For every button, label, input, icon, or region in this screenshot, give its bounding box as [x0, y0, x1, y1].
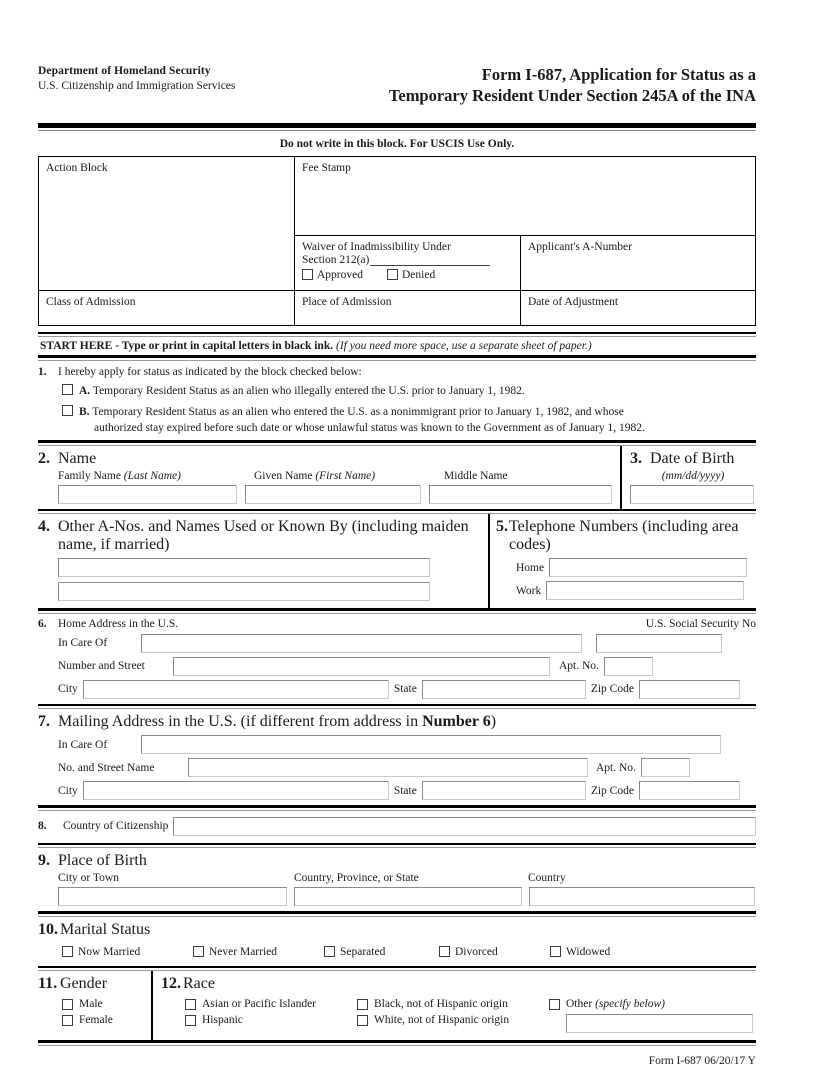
ssn-label: U.S. Social Security No [645, 617, 756, 630]
item-1-option-a-text: Temporary Resident Status as an alien who illegally entered the U.S. prior to January 1, 1982. [92, 384, 525, 397]
birth-country-input[interactable] [529, 887, 755, 906]
mail-zip-input[interactable] [639, 781, 740, 800]
mail-street-label-text: No. and Street Name [58, 761, 155, 774]
action-block-label: Action Block [46, 161, 108, 174]
item-1-option-a[interactable] [62, 384, 756, 400]
other-names-input-2[interactable] [58, 582, 430, 601]
mail-in-care-of-input[interactable] [141, 735, 721, 754]
birth-city-input[interactable] [58, 887, 287, 906]
label-hispanic: Hispanic [202, 1014, 243, 1027]
form-title-line1: Form I-687, Application for Status as a [481, 65, 756, 84]
family-name-label: Family Name [58, 469, 121, 482]
mail-apt-label: Apt. No. [596, 761, 636, 774]
work-phone-label: Work [516, 584, 542, 597]
item-5-title: Telephone Numbers (including area codes) [509, 518, 739, 554]
checkbox-now-married[interactable] [62, 946, 73, 957]
date-of-adjustment-label: Date of Adjustment [528, 295, 619, 308]
family-name-header [58, 470, 254, 482]
item-7-number: 7. [38, 713, 50, 731]
waiver-cell[interactable] [295, 236, 521, 290]
item-9-subheaders [38, 872, 756, 884]
label-asian-pacific-islander: Asian or Pacific Islander [202, 998, 317, 1011]
applicant-a-number-label: Applicant's A-Number [528, 240, 632, 253]
gender-option-male[interactable] [62, 998, 151, 1010]
uscis-use-only-block [38, 156, 756, 326]
applicant-a-number-cell[interactable] [521, 236, 755, 290]
mail-street-label [58, 762, 183, 774]
item-2-title-row [38, 450, 612, 468]
item-12-title: Race [183, 975, 215, 993]
birth-province-input[interactable] [294, 887, 522, 906]
waiver-approved-label: Approved [317, 268, 363, 281]
mail-city-input[interactable] [83, 781, 389, 800]
birth-province-label: Country, Province, or State [294, 872, 419, 885]
item-3-title-row [630, 450, 756, 468]
waiver-decision-options [302, 269, 513, 281]
given-name-header [254, 470, 444, 482]
item-5-number: 5. [496, 518, 508, 536]
race-column-2 [357, 998, 549, 1035]
mail-state-label: State [393, 784, 417, 797]
home-in-care-of-label: In Care Of [58, 637, 108, 650]
marital-status-options [38, 946, 756, 958]
uscis-block-caption: Do not write in this block. For USCIS Use Only. [279, 137, 515, 150]
place-of-admission-label: Place of Admission [302, 295, 392, 308]
agency-identification [38, 64, 235, 93]
home-phone-input[interactable] [549, 558, 747, 577]
item-7-title-row [38, 713, 756, 731]
date-of-birth-format: (mm/dd/yyyy) [661, 469, 725, 482]
item-2-name [38, 446, 622, 509]
admission-row [295, 290, 755, 325]
mail-city-label: City [58, 784, 78, 797]
item-1-option-b-letter: B. [79, 406, 90, 419]
waiver-row [295, 235, 755, 290]
fee-stamp-cell[interactable] [295, 157, 755, 235]
item-3-number: 3. [630, 449, 642, 467]
checkbox-other-race[interactable] [549, 999, 560, 1010]
marital-option-never-married[interactable] [193, 946, 324, 958]
item-8-row [38, 817, 756, 836]
family-name-input[interactable] [58, 485, 237, 504]
item-2-subheaders [38, 470, 612, 482]
marital-option-separated[interactable] [324, 946, 439, 958]
item-1-option-b-text-line1: Temporary Resident Status as an alien who entered the U.S. as a nonimmigrant prior to January 1, 1982, and whose [92, 406, 624, 419]
given-name-label: Given Name [254, 469, 313, 482]
item-3-date-of-birth [622, 446, 756, 509]
home-state-input[interactable] [422, 680, 586, 699]
race-option-other[interactable] [549, 998, 756, 1010]
waiver-section-line [302, 254, 513, 266]
checkbox-white-not-hispanic[interactable] [357, 1015, 368, 1026]
items-4-5-row [38, 514, 756, 608]
checkbox-divorced[interactable] [439, 946, 450, 957]
marital-option-divorced[interactable] [439, 946, 550, 958]
agency-department: Department of Homeland Security [38, 65, 211, 77]
checkbox-waiver-approved[interactable] [302, 269, 313, 280]
item-2-number: 2. [38, 449, 50, 467]
checkbox-hispanic[interactable] [185, 1015, 196, 1026]
item-1-option-b-text-line2: authorized stay expired before such date or whose unlawful status was known to the Government as of January 1, 1982. [94, 421, 645, 434]
item-12-number: 12. [161, 975, 181, 993]
form-header [38, 0, 756, 107]
home-city-input[interactable] [83, 680, 389, 699]
item-1-prompt-row [38, 366, 756, 378]
label-now-married: Now Married [78, 945, 141, 958]
start-here-bold: START HERE - Type or print in capital letters in black ink. [40, 340, 334, 353]
middle-name-input[interactable] [429, 485, 612, 504]
mail-in-care-of-label: In Care Of [58, 738, 108, 751]
item-4-title: Other A-Nos. and Names Used or Known By (including maiden name, if married) [58, 518, 469, 554]
item-1-number: 1. [38, 365, 47, 378]
checkbox-male[interactable] [62, 999, 73, 1010]
item-11-gender [38, 971, 153, 1040]
race-options-grid [161, 998, 756, 1035]
checkbox-separated[interactable] [324, 946, 335, 957]
class-of-admission-label: Class of Admission [46, 295, 136, 308]
work-phone-row [516, 581, 756, 600]
start-here-italic: (If you need more space, use a separate sheet of paper.) [335, 340, 592, 353]
label-separated: Separated [340, 945, 386, 958]
mail-street-input[interactable] [188, 758, 588, 777]
waiver-section-underline[interactable] [370, 254, 490, 266]
home-zip-label: Zip Code [590, 683, 634, 696]
home-in-care-of-input[interactable] [141, 634, 582, 653]
label-other-race-hint: (specify below) [595, 998, 665, 1011]
checkbox-black-not-hispanic[interactable] [357, 999, 368, 1010]
form-page [38, 0, 756, 1067]
item-6-title-row [38, 618, 756, 630]
family-name-hint: (Last Name) [123, 469, 181, 482]
item-8-number: 8. [38, 820, 47, 833]
race-option-black[interactable] [357, 998, 549, 1010]
home-street-input[interactable] [173, 657, 550, 676]
item-11-title-row [38, 975, 151, 993]
country-of-citizenship-input[interactable] [173, 817, 756, 836]
uscis-left-column [39, 157, 295, 325]
other-names-input-1[interactable] [58, 558, 430, 577]
mail-apt-input[interactable] [641, 758, 690, 777]
item-10-title-row [38, 921, 756, 939]
date-of-adjustment-cell[interactable] [521, 291, 755, 325]
race-column-1 [185, 998, 357, 1035]
checkbox-option-a[interactable] [62, 384, 73, 395]
item-6-title: Home Address in the U.S. [58, 617, 179, 630]
checkbox-female[interactable] [62, 1015, 73, 1026]
item-1-option-b-label [79, 405, 756, 436]
race-option-hispanic[interactable] [185, 1014, 357, 1026]
item-1-apply-for-status [38, 361, 756, 441]
item-4-other-names [38, 514, 490, 608]
race-column-other [549, 998, 756, 1035]
ssn-input[interactable] [596, 634, 722, 653]
item-9-fields [38, 887, 756, 906]
item-8-country-of-citizenship [38, 811, 756, 843]
item-9-title: Place of Birth [58, 852, 147, 870]
items-11-12-row [38, 971, 756, 1040]
item-7-mailing-address [38, 709, 756, 805]
label-male: Male [79, 998, 103, 1011]
item-4-number: 4. [38, 518, 50, 536]
item-12-title-row [161, 975, 756, 993]
page-title [389, 64, 756, 107]
checkbox-never-married[interactable] [193, 946, 204, 957]
item-4-title-row [38, 518, 482, 554]
class-of-admission-cell[interactable] [39, 290, 294, 325]
item-9-title-row [38, 852, 756, 870]
marital-option-widowed[interactable] [550, 946, 610, 958]
waiver-label-line2: Section 212(a) [302, 253, 370, 266]
birth-country-label: Country [528, 872, 566, 885]
item-3-title: Date of Birth [650, 449, 735, 467]
race-option-white[interactable] [357, 1014, 549, 1026]
item-9-number: 9. [38, 852, 50, 870]
item-7-title-pre: Mailing Address in the U.S. (if different from address in [58, 713, 423, 731]
items-2-3-row [38, 446, 756, 509]
checkbox-option-b[interactable] [62, 405, 73, 416]
label-black-not-hispanic: Black, not of Hispanic origin [374, 998, 508, 1011]
given-name-hint: (First Name) [315, 469, 376, 482]
home-apt-label: Apt. No. [559, 660, 599, 673]
item-10-marital-status [38, 917, 756, 966]
item-6-number: 6. [38, 617, 47, 630]
home-street-row [58, 657, 756, 676]
item-10-title: Marital Status [60, 920, 151, 938]
home-state-label: State [393, 683, 417, 696]
home-apt-input[interactable] [604, 657, 653, 676]
mail-street-row [58, 758, 756, 777]
gender-option-female[interactable] [62, 1014, 151, 1026]
item-5-telephone [490, 514, 756, 608]
item-11-title: Gender [60, 975, 108, 993]
item-9-place-of-birth [38, 848, 756, 911]
item-2-title: Name [58, 449, 97, 467]
label-other-race-text: Other [566, 998, 593, 1011]
marital-option-now-married[interactable] [62, 946, 193, 958]
action-block-cell[interactable] [39, 157, 294, 290]
given-name-input[interactable] [245, 485, 422, 504]
waiver-denied-label: Denied [402, 268, 436, 281]
mail-in-care-of-row [58, 735, 756, 754]
form-title-line2: Temporary Resident Under Section 245A of the INA [388, 86, 756, 106]
item-12-race [153, 971, 756, 1040]
item-1-option-b[interactable] [62, 405, 756, 436]
item-10-number: 10. [38, 920, 58, 938]
checkbox-waiver-denied[interactable] [387, 269, 398, 280]
birth-city-label: City or Town [58, 872, 119, 885]
waiver-label-line1: Waiver of Inadmissibility Under [302, 240, 451, 253]
middle-name-header: Middle Name [444, 469, 508, 482]
item-6-home-address [38, 614, 756, 704]
home-phone-label: Home [516, 561, 545, 574]
home-in-care-of-row [58, 634, 756, 653]
item-7-title [58, 713, 496, 731]
mail-city-state-zip-row [58, 781, 756, 800]
place-of-admission-cell[interactable] [295, 291, 521, 325]
item-1-prompt: I hereby apply for status as indicated by the block checked below: [58, 365, 362, 378]
checkbox-asian-pacific-islander[interactable] [185, 999, 196, 1010]
item-1-option-a-letter: A. [79, 384, 91, 397]
start-here-instruction [38, 337, 756, 355]
label-other-race [566, 998, 665, 1010]
item-5-title-row [496, 518, 756, 554]
home-street-label: Number and Street [58, 660, 145, 673]
home-city-state-zip-row [58, 680, 756, 699]
agency-bureau: U.S. Citizenship and Immigration Services [38, 79, 236, 92]
item-1-option-a-label [79, 384, 756, 400]
label-widowed: Widowed [566, 945, 611, 958]
home-phone-row [516, 558, 756, 577]
item-7-title-ref: Number 6 [422, 713, 491, 731]
date-of-birth-input[interactable] [630, 485, 754, 504]
checkbox-widowed[interactable] [550, 946, 561, 957]
item-8-label: Country of Citizenship [63, 820, 169, 833]
home-zip-input[interactable] [639, 680, 740, 699]
form-footer: Form I-687 06/20/17 Y [648, 1054, 756, 1067]
home-city-label: City [58, 683, 78, 696]
mail-state-input[interactable] [422, 781, 586, 800]
label-female: Female [79, 1014, 113, 1027]
item-7-title-post: ) [490, 713, 497, 731]
uscis-right-column [295, 157, 755, 325]
race-option-asian[interactable] [185, 998, 357, 1010]
item-11-number: 11. [38, 975, 58, 993]
label-white-not-hispanic: White, not of Hispanic origin [374, 1014, 510, 1027]
label-never-married: Never Married [209, 945, 278, 958]
label-divorced: Divorced [455, 945, 498, 958]
fee-stamp-label: Fee Stamp [302, 161, 351, 174]
work-phone-input[interactable] [546, 581, 744, 600]
item-2-fields [38, 485, 612, 504]
mail-zip-label: Zip Code [590, 784, 634, 797]
